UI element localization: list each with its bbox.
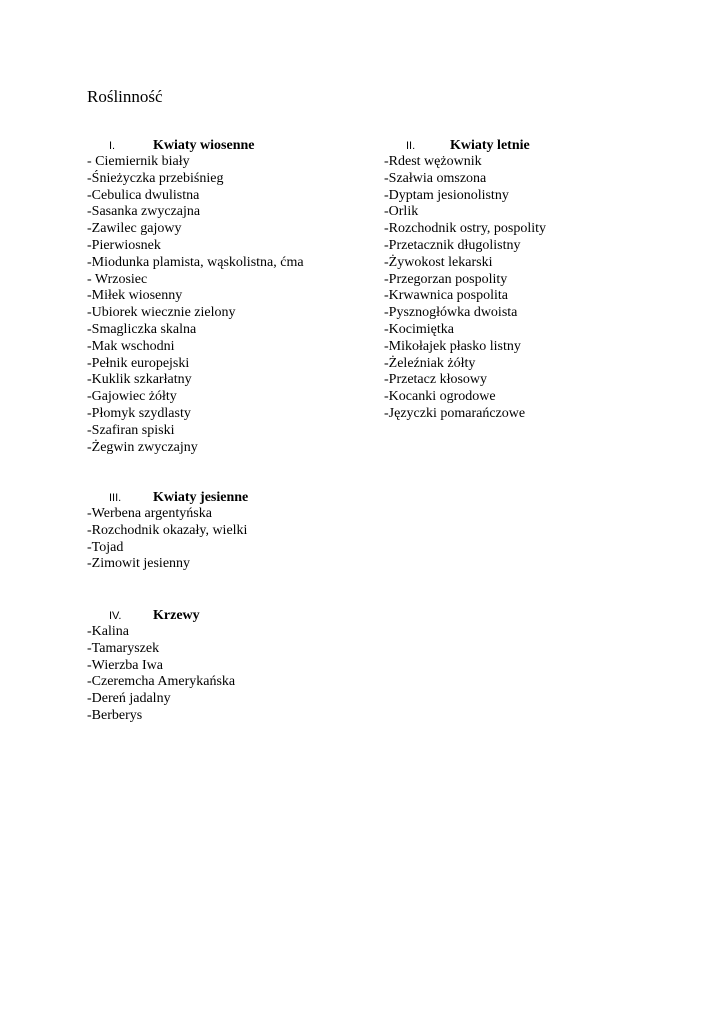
list-item: - Ciemiernik biały: [87, 154, 190, 169]
section-numeral: IV.: [109, 610, 122, 622]
list-item: - Wrzosiec: [87, 271, 148, 287]
list-item: -Kocimiętka: [384, 321, 454, 337]
section-heading: [87, 607, 387, 624]
section-heading-text: Kwiaty wiosenne: [153, 138, 255, 153]
section-numeral: II.: [406, 140, 416, 152]
list-item: -Szałwia omszona: [384, 170, 487, 186]
list-item: -Języczki pomarańczowe: [384, 405, 526, 421]
section-heading-text: Kwiaty letnie: [450, 138, 530, 153]
list-item: -Żeleźniak żółty: [384, 355, 476, 371]
list-item: -Rdest wężownik: [384, 154, 482, 169]
list-item: -Kalina: [87, 624, 129, 639]
section-heading-text: Krzewy: [153, 608, 200, 623]
section-numeral: III.: [109, 492, 122, 504]
list-item: -Krwawnica pospolita: [384, 288, 509, 304]
list-item: -Miodunka plamista, wąskolistna, ćma: [87, 254, 304, 270]
list-item: -Zawilec gajowy: [87, 221, 182, 237]
list-item: -Dyptam jesionolistny: [384, 187, 509, 203]
section-numeral: I.: [109, 140, 116, 152]
document-title: Roślinność: [87, 87, 163, 106]
section-summer-flowers: [384, 137, 684, 423]
list-item: -Pełnik europejski: [87, 355, 190, 371]
list-item: -Żywokost lekarski: [384, 254, 493, 270]
list-item: -Wierzba Iwa: [87, 657, 163, 673]
list-item: -Szafiran spiski: [87, 422, 175, 438]
section-heading-text: Kwiaty jesienne: [153, 490, 249, 505]
list-item: -Cebulica dwulistna: [87, 187, 200, 203]
plant-list: [87, 506, 387, 573]
list-item: -Zimowit jesienny: [87, 556, 191, 572]
section-heading: [87, 489, 387, 506]
list-item: -Przegorzan pospolity: [384, 271, 508, 287]
list-item: -Kocanki ogrodowe: [384, 389, 496, 405]
list-item: -Tamaryszek: [87, 640, 160, 656]
plant-list: [384, 154, 684, 423]
list-item: -Pysznogłówka dwoista: [384, 305, 518, 321]
list-item: -Pierwiosnek: [87, 237, 161, 253]
list-item: -Berberys: [87, 707, 143, 723]
section-spring-flowers: [87, 137, 387, 456]
list-item: -Dereń jadalny: [87, 691, 171, 707]
list-item: -Mak wschodni: [87, 338, 175, 354]
list-item: -Smagliczka skalna: [87, 321, 197, 337]
section-autumn-flowers: [87, 489, 387, 573]
list-item: -Przetacz kłosowy: [384, 372, 488, 388]
list-item: -Gajowiec żółty: [87, 389, 177, 405]
list-item: -Werbena argentyńska: [87, 506, 212, 521]
list-item: -Śnieżyczka przebiśnieg: [87, 170, 224, 186]
list-item: -Tojad: [87, 539, 124, 555]
list-item: -Rozchodnik okazały, wielki: [87, 522, 248, 538]
section-heading: [384, 137, 684, 154]
list-item: -Czeremcha Amerykańska: [87, 674, 236, 690]
plant-list: [87, 154, 387, 456]
section-heading: [87, 137, 387, 154]
plant-list: [87, 624, 387, 725]
list-item: -Płomyk szydlasty: [87, 405, 191, 421]
list-item: -Orlik: [384, 204, 419, 220]
list-item: -Rozchodnik ostry, pospolity: [384, 221, 547, 237]
list-item: -Przetacznik długolistny: [384, 237, 521, 253]
section-shrubs: [87, 607, 387, 725]
list-item: -Miłek wiosenny: [87, 288, 183, 304]
list-item: -Ubiorek wiecznie zielony: [87, 305, 236, 321]
list-item: -Mikołajek płasko listny: [384, 338, 521, 354]
list-item: -Kuklik szkarłatny: [87, 372, 192, 388]
list-item: -Sasanka zwyczajna: [87, 204, 201, 220]
list-item: -Żegwin zwyczajny: [87, 439, 198, 455]
